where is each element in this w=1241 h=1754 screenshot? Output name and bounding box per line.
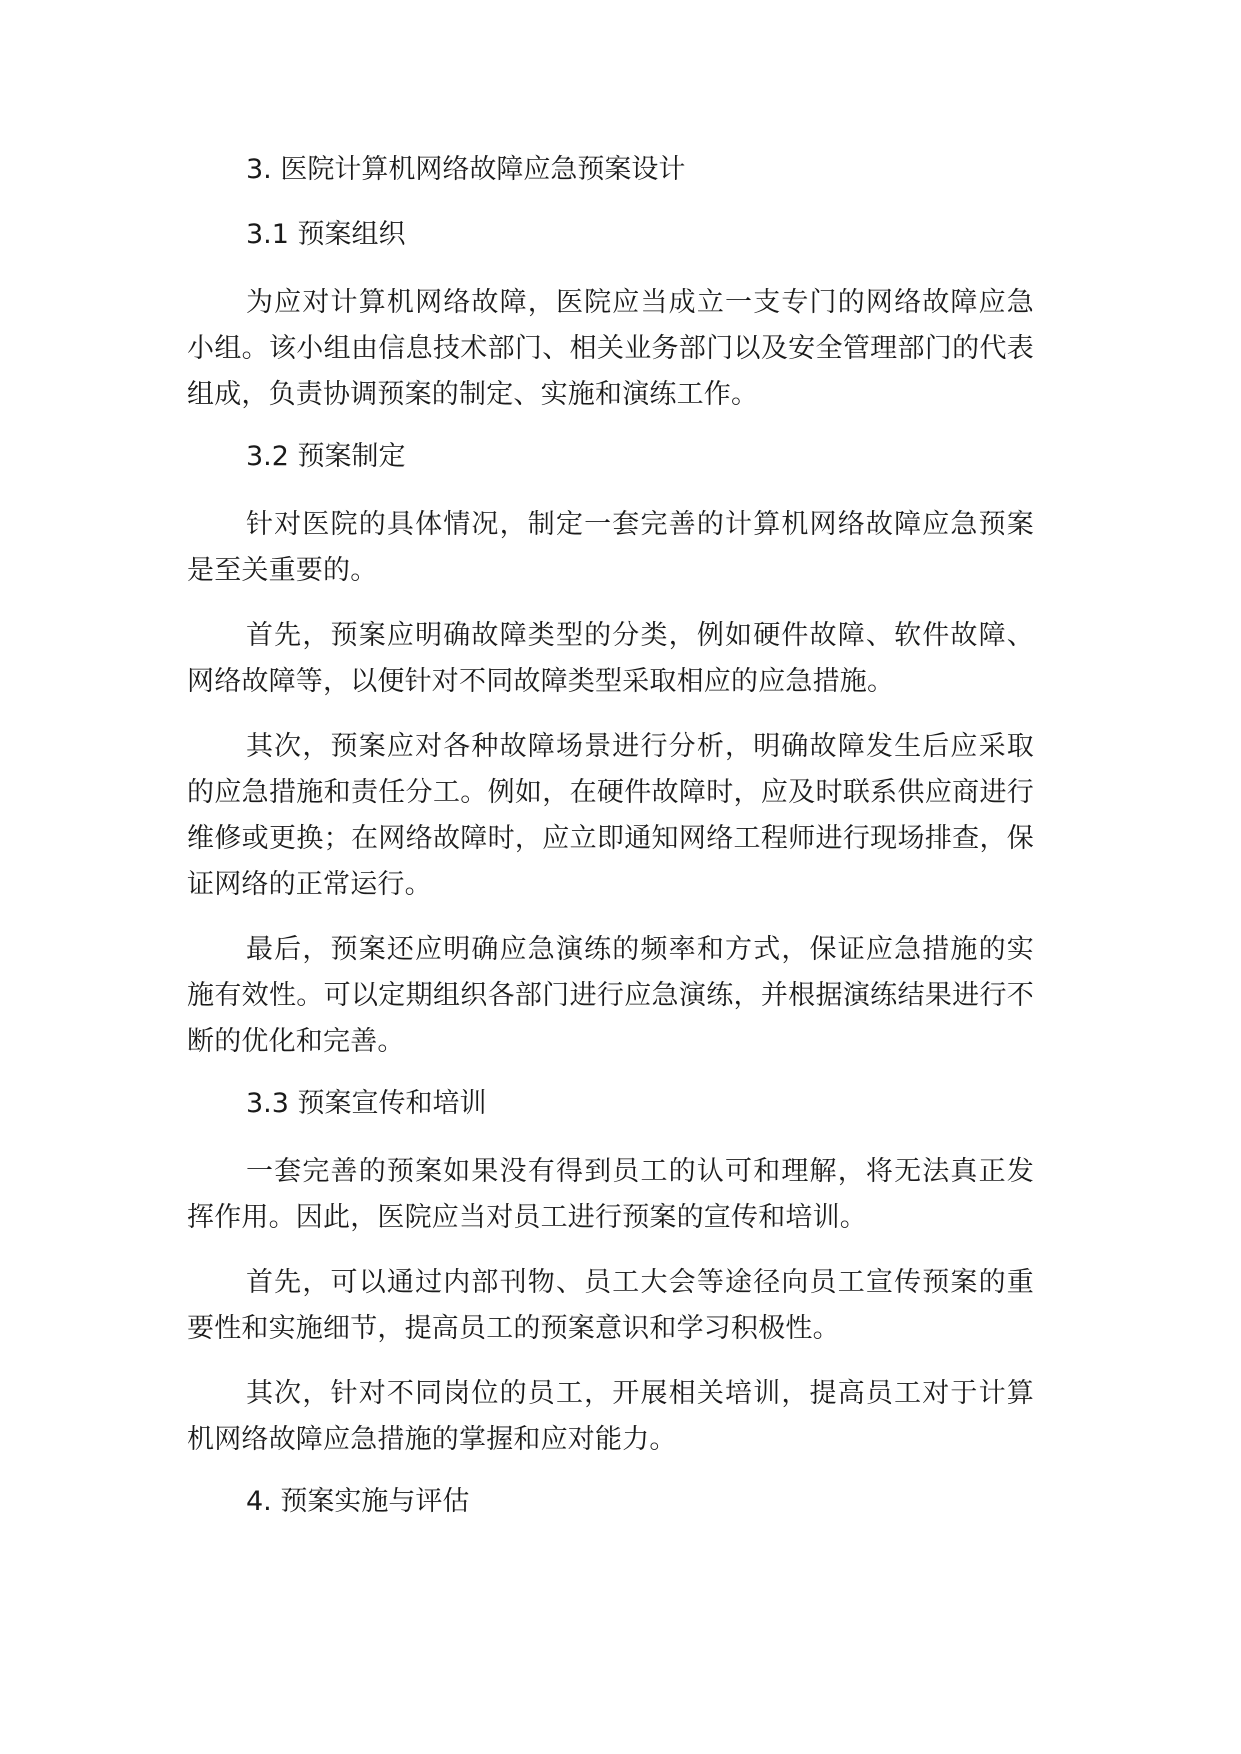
section-3-2-paragraph-2: 首先，预案应明确故障类型的分类，例如硬件故障、软件故障、网络故障等，以便针对不同故障类型采取相应的应急措施。 — [187, 620, 1034, 697]
section-3-1-paragraph-1: 为应对计算机网络故障，医院应当成立一支专门的网络故障应急小组。该小组由信息技术部门、相关业务部门以及安全管理部门的代表组成，负责协调预案的制定、实施和演练工作。 — [187, 287, 1034, 410]
section-4-heading: 4. 预案实施与评估 — [246, 1486, 470, 1517]
section-3-3-heading: 3.3 预案宣传和培训 — [246, 1088, 487, 1119]
section-3-heading: 3. 医院计算机网络故障应急预案设计 — [246, 154, 686, 185]
section-3-2-paragraph-4: 最后，预案还应明确应急演练的频率和方式，保证应急措施的实施有效性。可以定期组织各部门进行应急演练，并根据演练结果进行不断的优化和完善。 — [187, 934, 1034, 1057]
section-3-3-paragraph-1: 一套完善的预案如果没有得到员工的认可和理解，将无法真正发挥作用。因此，医院应当对员工进行预案的宣传和培训。 — [187, 1156, 1034, 1233]
section-3-2-heading: 3.2 预案制定 — [246, 441, 406, 472]
section-3-3-paragraph-2: 首先，可以通过内部刊物、员工大会等途径向员工宣传预案的重要性和实施细节，提高员工的预案意识和学习积极性。 — [187, 1267, 1034, 1344]
section-3-2-paragraph-3: 其次，预案应对各种故障场景进行分析，明确故障发生后应采取的应急措施和责任分工。例如，在硬件故障时，应及时联系供应商进行维修或更换；在网络故障时，应立即通知网络工程师进行现场排查，保证网络的正常运行。 — [187, 731, 1034, 900]
section-3-1-heading: 3.1 预案组织 — [246, 219, 406, 250]
section-3-2-paragraph-1: 针对医院的具体情况，制定一套完善的计算机网络故障应急预案是至关重要的。 — [187, 509, 1034, 586]
document-body — [187, 150, 1034, 1547]
section-3-3-paragraph-3: 其次，针对不同岗位的员工，开展相关培训，提高员工对于计算机网络故障应急措施的掌握和应对能力。 — [187, 1378, 1034, 1455]
